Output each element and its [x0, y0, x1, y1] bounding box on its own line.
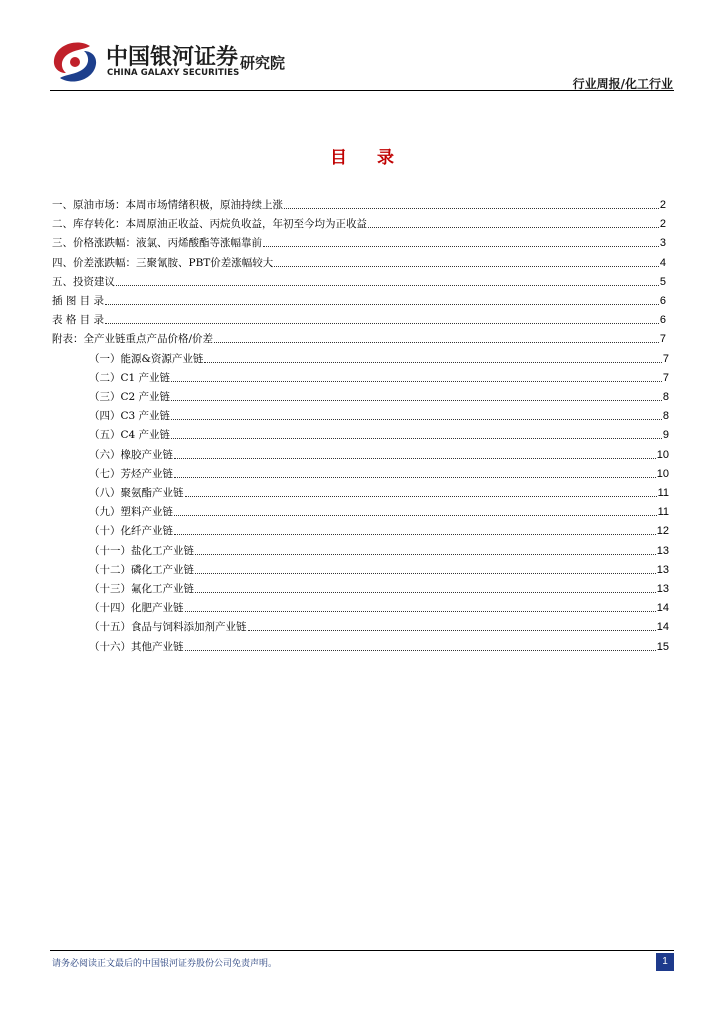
toc-entry-title: （一）能源&资源产业链: [89, 352, 204, 365]
toc-leader-dots: [174, 476, 656, 478]
toc-entry-title: （四）C3 产业链: [89, 410, 171, 423]
toc-entry-page: 5: [659, 275, 666, 288]
toc-entry-title: （十一）盐化工产业链: [89, 544, 194, 557]
toc-entry[interactable]: [89, 520, 669, 538]
toc-entry-page: 6: [659, 295, 666, 307]
toc-leader-dots: [174, 514, 657, 516]
toc-leader-dots: [105, 303, 659, 305]
toc-leader-dots: [174, 533, 656, 535]
footer-divider: [50, 950, 674, 951]
toc-leader-dots: [214, 341, 659, 343]
toc-entry-page: 2: [659, 218, 666, 231]
toc-entry-page: 11: [657, 487, 669, 499]
page-header: [0, 0, 724, 92]
toc-leader-dots: [105, 322, 659, 324]
toc-entry-title: 插 图 目 录: [52, 295, 105, 307]
toc-entry-page: 13: [656, 563, 669, 576]
toc-entry-page: 8: [662, 391, 669, 403]
toc-entry-title: （十二）磷化工产业链: [89, 563, 194, 576]
toc-entry[interactable]: [89, 386, 669, 404]
toc-entry[interactable]: [52, 271, 666, 289]
toc-entry[interactable]: [89, 424, 669, 442]
toc-entry-page: 15: [656, 640, 669, 653]
toc-entry-title: 三、价格涨跌幅：液氯、丙烯酸酯等涨幅靠前: [52, 237, 262, 250]
toc-leader-dots: [263, 245, 659, 247]
toc-entry-page: 12: [656, 525, 669, 538]
toc-entry-title: （十四）化肥产业链: [89, 602, 184, 615]
toc-leader-dots: [171, 399, 662, 401]
toc-leader-dots: [274, 265, 659, 267]
toc-entry-page: 6: [659, 314, 666, 327]
toc-entry-title: （十三）氟化工产业链: [89, 583, 194, 595]
toc-leader-dots: [185, 495, 657, 497]
galaxy-logo-icon: [50, 40, 100, 84]
toc-entry[interactable]: [52, 194, 666, 212]
toc-entry-page: 3: [659, 237, 666, 250]
brand-subtitle: 研究院: [240, 54, 286, 72]
toc-entry[interactable]: [89, 578, 669, 596]
brand-name-cn: 中国银河证券: [106, 45, 239, 70]
toc-leader-dots: [174, 457, 656, 459]
toc-entry-title: 表 格 目 录: [52, 314, 105, 327]
toc-leader-dots: [171, 418, 662, 420]
toc-entry[interactable]: [52, 213, 666, 231]
toc-entry[interactable]: [89, 444, 669, 462]
toc-entry-title: （五）C4 产业链: [89, 429, 171, 442]
toc-entry-title: （九）塑料产业链: [89, 506, 173, 519]
toc-entry[interactable]: [89, 559, 669, 577]
toc-leader-dots: [204, 361, 662, 363]
toc-leader-dots: [195, 572, 656, 574]
toc-entry-page: 11: [657, 506, 669, 519]
toc-entry-page: 13: [656, 583, 669, 595]
footer-disclaimer: 请务必阅读正文最后的中国银河证券股份公司免责声明。: [52, 959, 278, 969]
toc-entry[interactable]: [89, 367, 669, 385]
toc-entry-page: 9: [662, 429, 669, 442]
toc-entry-page: 14: [656, 602, 669, 615]
toc-entry-title: （十六）其他产业链: [89, 640, 184, 653]
toc-entry-title: 四、价差涨跌幅：三聚氰胺、PBT价差涨幅较大: [52, 256, 274, 269]
toc-entry[interactable]: [89, 597, 669, 615]
toc-entry-page: 10: [656, 467, 669, 480]
toc-leader-dots: [185, 610, 656, 612]
toc-entry-title: 五、投资建议: [52, 275, 115, 288]
toc-entry-title: 一、原油市场：本周市场情绪积极，原油持续上涨: [52, 199, 283, 211]
toc-entry[interactable]: [52, 252, 666, 270]
toc-entry-title: （八）聚氨酯产业链: [89, 487, 184, 499]
toc-entry-page: 10: [656, 448, 669, 461]
toc-leader-dots: [248, 629, 656, 631]
toc-entry[interactable]: [89, 405, 669, 423]
toc-entry[interactable]: [52, 309, 666, 327]
toc-entry-page: 2: [659, 199, 666, 211]
toc-entry-title: （六）橡胶产业链: [89, 448, 173, 461]
toc-entry[interactable]: [89, 616, 669, 634]
toc-entry-title: （十五）食品与饲料添加剂产业链: [89, 621, 247, 634]
report-type: 行业周报/化工行业: [572, 77, 673, 91]
toc-entry-title: （二）C1 产业链: [89, 371, 171, 384]
toc-entry[interactable]: [52, 232, 666, 250]
toc-entry-page: 4: [659, 256, 666, 269]
toc-entry-title: 二、库存转化：本周原油正收益、丙烷负收益，年初至今均为正收益: [52, 218, 367, 231]
toc-entry-title: （三）C2 产业链: [89, 391, 171, 403]
toc-entry[interactable]: [89, 636, 669, 654]
page-number: 1: [656, 953, 674, 971]
toc-leader-dots: [185, 649, 656, 651]
toc-leader-dots: [195, 553, 656, 555]
toc-leader-dots: [171, 437, 662, 439]
toc-leader-dots: [368, 226, 659, 228]
toc-entry-title: （十）化纤产业链: [89, 525, 173, 538]
toc-entry-page: 8: [662, 410, 669, 423]
toc-leader-dots: [116, 284, 659, 286]
toc-entry-page: 13: [656, 544, 669, 557]
brand-name-en: CHINA GALAXY SECURITIES: [107, 68, 240, 78]
toc-entry[interactable]: [89, 540, 669, 558]
toc-leader-dots: [171, 380, 662, 382]
toc-entry-page: 7: [662, 371, 669, 384]
toc-title: 目 录: [330, 148, 406, 168]
toc-leader-dots: [284, 207, 659, 209]
toc-entry[interactable]: [52, 290, 666, 308]
toc-entry-page: 14: [656, 621, 669, 634]
toc-entry[interactable]: [52, 328, 666, 346]
header-divider: [50, 90, 674, 91]
toc-entry[interactable]: [89, 501, 669, 519]
toc-entry-title: （七）芳烃产业链: [89, 467, 173, 480]
toc-leader-dots: [195, 591, 656, 593]
toc-entry-page: 7: [662, 352, 669, 365]
toc-entry[interactable]: [89, 482, 669, 500]
toc-entry[interactable]: [89, 348, 669, 366]
toc-entry-title: 附表：全产业链重点产品价格/价差: [52, 333, 214, 346]
toc-entry-page: 7: [659, 333, 666, 346]
toc-entry[interactable]: [89, 463, 669, 481]
